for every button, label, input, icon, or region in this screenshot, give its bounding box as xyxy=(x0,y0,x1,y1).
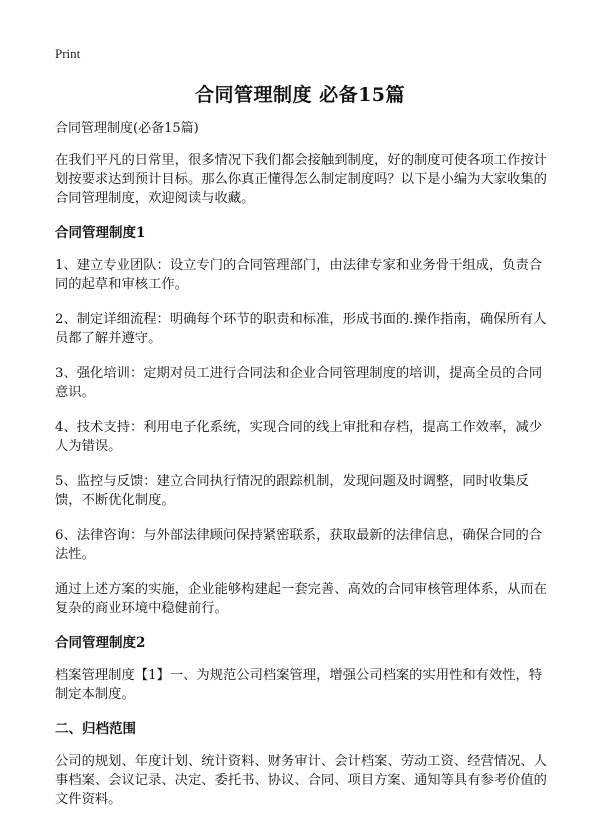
document-subtitle: 合同管理制度(必备15篇) xyxy=(55,121,199,136)
document-body xyxy=(55,120,555,825)
list-item: 4、技术支持：利用电子化系统，实现合同的线上审批和存档，提高工作效率，减少人为错误。 xyxy=(55,420,543,454)
list-item: 6、法律咨询：与外部法律顾问保持紧密联系，获取最新的法律信息，确保合同的合法性。 xyxy=(55,528,543,562)
intro-paragraph: 在我们平凡的日常里，很多情况下我们都会接触到制度，好的制度可使各项工作按计划按要求达到预计目标。那么你真正懂得怎么制定制度吗？以下是小编为大家收集的合同管理制度，欢迎阅读与收藏。 xyxy=(55,153,547,206)
list-item: 1、建立专业团队：设立专门的合同管理部门，由法律专家和业务骨干组成，负责合同的起草和审核工作。 xyxy=(55,258,543,292)
section2-archive-scope: 公司的规划、年度计划、统计资料、财务审计、会计档案、劳动工资、经营情况、人事档案、会议记录、决定、委托书、协议、合同、项目方案、通知等具有参考价值的文件资料。 xyxy=(55,754,547,807)
section2-subheading: 二、归档范围 xyxy=(55,721,136,737)
document-title: 合同管理制度 必备15篇 xyxy=(194,84,406,106)
section2-paragraph: 档案管理制度【1】一、为规范公司档案管理，增强公司档案的实用性和有效性，特制定本制度。 xyxy=(55,668,543,702)
section1-heading: 合同管理制度1 xyxy=(55,225,146,241)
list-item: 2、制定详细流程：明确每个环节的职责和标准，形成书面的.操作指南，确保所有人员都了解并遵守。 xyxy=(55,312,547,346)
list-item: 5、监控与反馈：建立合同执行情况的跟踪机制，发现问题及时调整，同时收集反馈，不断优化制度。 xyxy=(55,474,529,508)
list-item: 3、强化培训：定期对员工进行合同法和企业合同管理制度的培训，提高全员的合同意识。 xyxy=(55,366,543,400)
print-link[interactable]: Print xyxy=(55,46,81,61)
section1-conclusion: 通过上述方案的实施，企业能够构建起一套完善、高效的合同审核管理体系，从而在复杂的商业环境中稳健前行。 xyxy=(55,582,547,616)
section2-heading: 合同管理制度2 xyxy=(55,635,146,651)
